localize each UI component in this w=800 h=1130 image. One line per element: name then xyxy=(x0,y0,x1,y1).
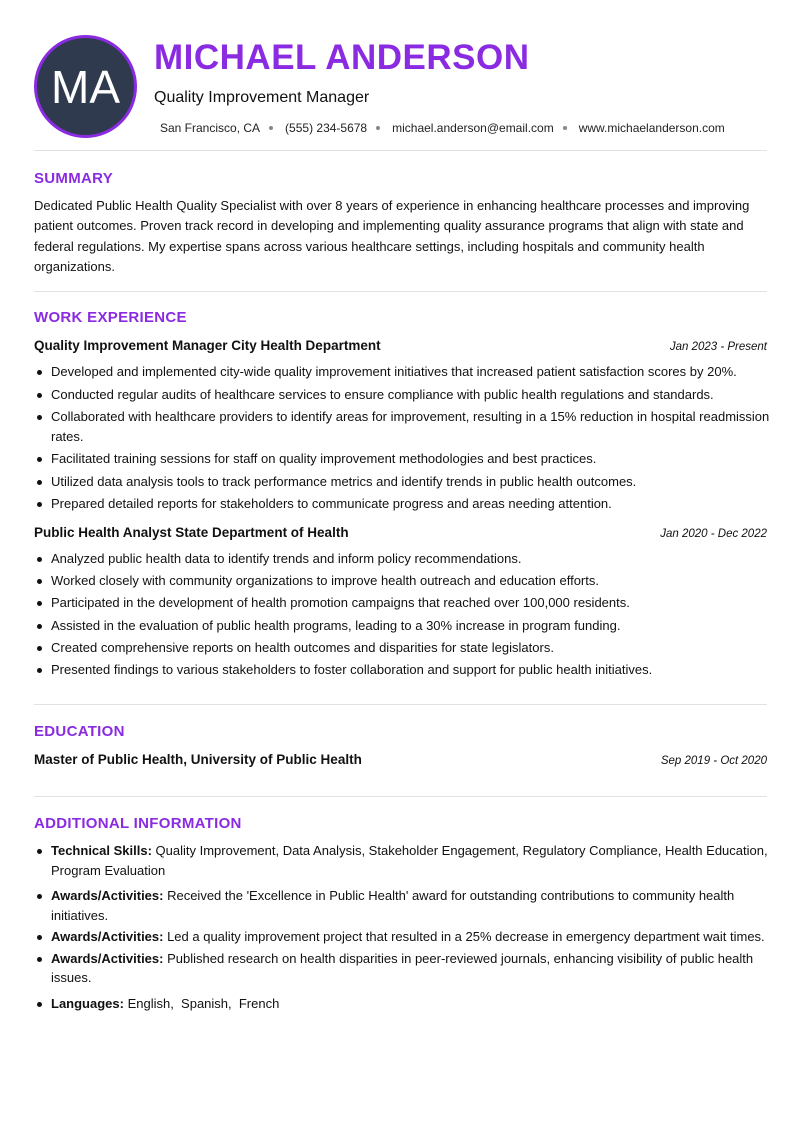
candidate-name: MICHAEL ANDERSON xyxy=(154,38,530,77)
item-text: Quality Improvement, Data Analysis, Stakeholder Engagement, Regulatory Compliance, Health Education, Program Evaluation xyxy=(51,843,768,878)
list-item: Developed and implemented city-wide quality improvement initiatives that increased patient satisfaction scores by 20%. xyxy=(34,362,774,382)
item-label: Technical Skills: xyxy=(51,843,152,858)
divider xyxy=(34,796,767,797)
list-item: Facilitated training sessions for staff on quality improvement methodologies and best practices. xyxy=(34,449,774,469)
item-label: Awards/Activities: xyxy=(51,888,164,903)
job-header xyxy=(34,338,767,353)
education-heading: EDUCATION xyxy=(34,723,125,740)
additional-list xyxy=(34,841,774,1013)
divider xyxy=(34,291,767,292)
list-item: Prepared detailed reports for stakeholders to communicate progress and areas needing attention. xyxy=(34,494,774,514)
education-degree: Master of Public Health, University of Public Health xyxy=(34,752,362,767)
summary-heading: SUMMARY xyxy=(34,170,114,187)
list-item xyxy=(34,994,774,1014)
divider xyxy=(34,704,767,705)
list-item: Conducted regular audits of healthcare services to ensure compliance with public health regulations and standards. xyxy=(34,385,774,405)
item-label: Awards/Activities: xyxy=(51,929,164,944)
job-role: Quality Improvement Manager City Health Department xyxy=(34,338,381,353)
job-date: Jan 2023 - Present xyxy=(669,341,767,353)
item-label: Languages: xyxy=(51,995,124,1011)
job-role: Public Health Analyst State Department of Health xyxy=(34,525,349,540)
education-date: Sep 2019 - Oct 2020 xyxy=(660,755,767,767)
job-bullets xyxy=(34,362,774,514)
avatar xyxy=(34,35,137,138)
job-date: Jan 2020 - Dec 2022 xyxy=(660,528,767,540)
list-item xyxy=(34,886,774,925)
list-item: Participated in the development of health promotion campaigns that reached over 100,000 residents. xyxy=(34,593,774,613)
contact-line xyxy=(160,121,725,135)
list-item xyxy=(34,841,774,880)
list-item: Assisted in the evaluation of public health programs, leading to a 30% increase in program funding. xyxy=(34,616,774,636)
list-item: Presented findings to various stakeholders to foster collaboration and support for public health initiatives. xyxy=(34,660,774,680)
separator-dot-icon xyxy=(269,126,273,130)
education-entry xyxy=(34,752,767,767)
job-header xyxy=(34,525,767,540)
experience-heading: WORK EXPERIENCE xyxy=(34,309,187,326)
contact-phone: (555) 234-5678 xyxy=(285,121,368,135)
item-text: Led a quality improvement project that resulted in a 25% decrease in emergency department wait times. xyxy=(163,929,765,944)
list-item: Collaborated with healthcare providers to identify areas for improvement, resulting in a 15% reduction in hospital readmission rates. xyxy=(34,407,774,446)
item-text: Published research on health disparities in peer-reviewed journals, enhancing visibility of public health issues. xyxy=(51,950,754,985)
list-item: Created comprehensive reports on health outcomes and disparities for state legislators. xyxy=(34,638,774,658)
contact-location: San Francisco, CA xyxy=(160,121,261,135)
summary-text: Dedicated Public Health Quality Specialist with over 8 years of experience in enhancing healthcare processes and improving patient outcomes. Proven track record in developing and implementing quality assurance programs that align with state and federal regulations. My expertise spans across various healthcare settings, including hospitals and community health organizations. xyxy=(34,198,750,274)
contact-website[interactable]: www.michaelanderson.com xyxy=(578,121,725,135)
divider xyxy=(34,150,767,151)
list-item: Analyzed public health data to identify trends and inform policy recommendations. xyxy=(34,549,774,569)
additional-heading: ADDITIONAL INFORMATION xyxy=(34,815,242,832)
avatar-initials: MA xyxy=(51,60,120,113)
separator-dot-icon xyxy=(563,126,567,130)
list-item: Worked closely with community organizations to improve health outreach and education efforts. xyxy=(34,571,774,591)
item-text: Received the 'Excellence in Public Health' award for outstanding contributions to community health initiatives. xyxy=(51,888,735,923)
contact-email[interactable]: michael.anderson@email.com xyxy=(392,121,554,135)
list-item xyxy=(34,927,774,947)
item-label: Awards/Activities: xyxy=(51,950,164,966)
list-item: Utilized data analysis tools to track performance metrics and identify trends in public health outcomes. xyxy=(34,472,774,492)
list-item xyxy=(34,949,774,988)
candidate-title: Quality Improvement Manager xyxy=(154,89,370,106)
item-text: English, Spanish, French xyxy=(123,995,280,1011)
job-bullets xyxy=(34,549,774,679)
separator-dot-icon xyxy=(376,126,380,130)
